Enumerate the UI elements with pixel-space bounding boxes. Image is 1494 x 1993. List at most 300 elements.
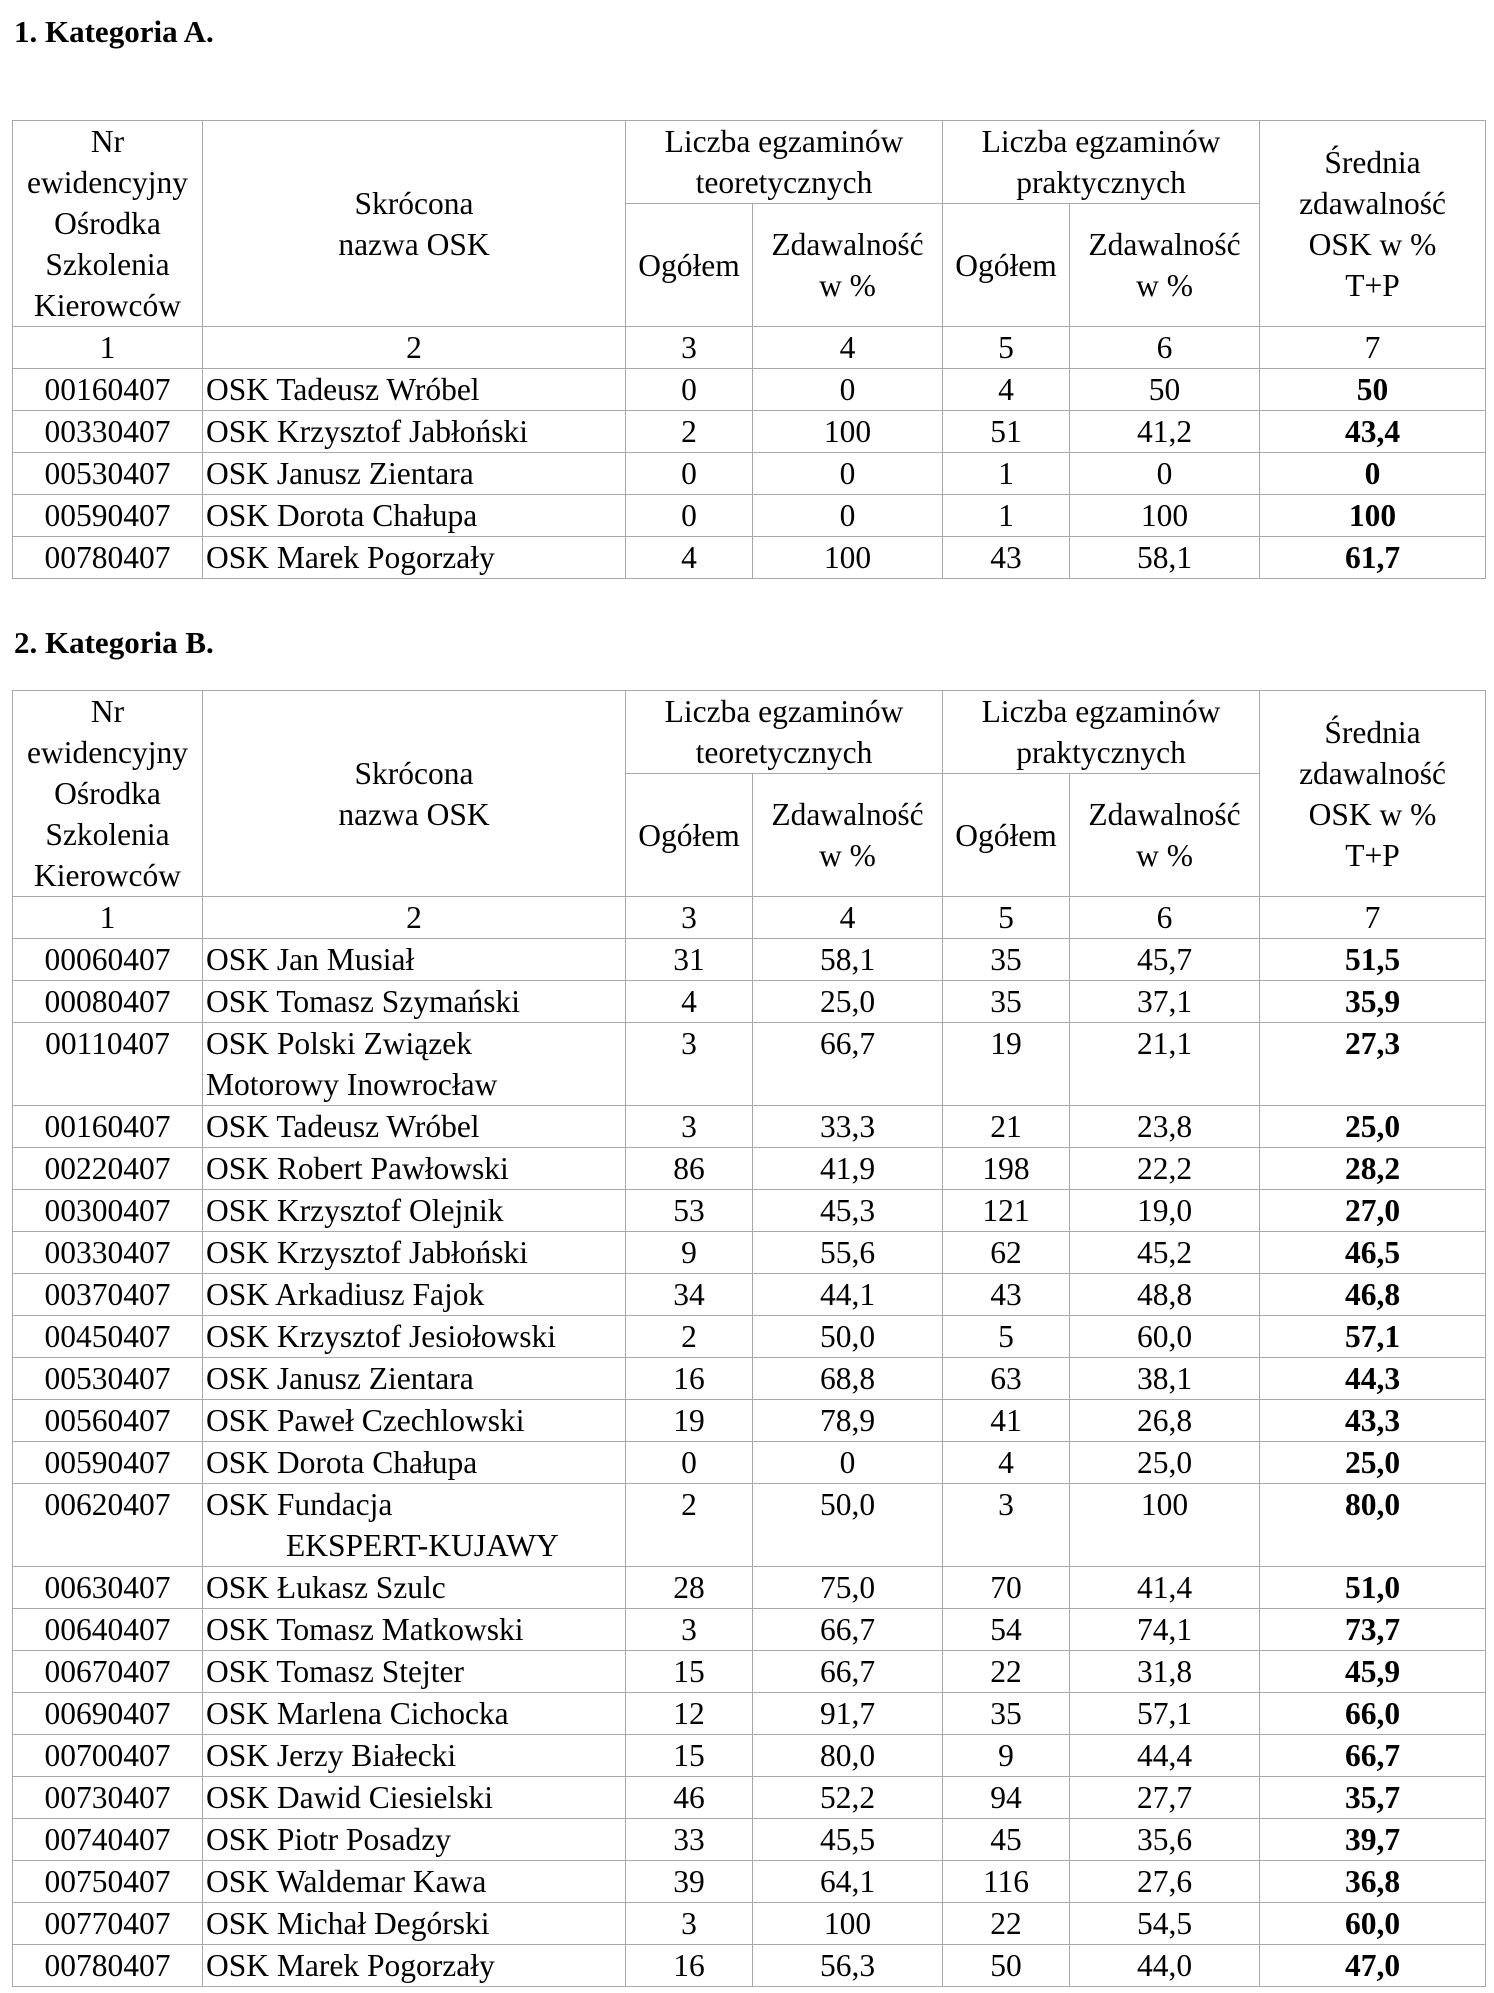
cell-t-total: 15 — [626, 1651, 753, 1693]
cell-p-total: 35 — [943, 1693, 1070, 1735]
cell-t-total: 15 — [626, 1735, 753, 1777]
cell-t-pass: 50,0 — [753, 1316, 943, 1358]
cell-p-pass: 57,1 — [1070, 1693, 1260, 1735]
cell-t-pass: 56,3 — [753, 1945, 943, 1987]
header-line: w % — [819, 268, 876, 303]
header-total: Ogółem — [626, 774, 753, 897]
cell-nr: 00750407 — [13, 1861, 203, 1903]
header-line: Liczba egzaminów — [664, 124, 904, 159]
cell-p-total: 1 — [943, 495, 1070, 537]
table-row — [13, 1819, 1486, 1861]
cell-name-line: OSK Jerzy Białecki — [206, 1738, 457, 1773]
cell-p-pass: 37,1 — [1070, 981, 1260, 1023]
cell-nr: 00780407 — [13, 537, 203, 579]
table-row — [13, 1945, 1486, 1987]
cell-t-total: 3 — [626, 1106, 753, 1148]
header-line: Nr — [90, 124, 125, 159]
cell-t-total: 4 — [626, 981, 753, 1023]
header-line: teoretycznych — [695, 735, 873, 770]
cell-name — [203, 1945, 626, 1987]
header-theory — [626, 691, 943, 774]
column-number-row — [13, 897, 1486, 939]
cell-nr: 00620407 — [13, 1484, 203, 1567]
cell-t-total: 0 — [626, 453, 753, 495]
cell-p-total: 35 — [943, 939, 1070, 981]
header-line: Zdawalność — [771, 227, 924, 262]
cell-p-total: 41 — [943, 1400, 1070, 1442]
header-name — [203, 121, 626, 327]
cell-p-total: 9 — [943, 1735, 1070, 1777]
cell-p-total: 51 — [943, 411, 1070, 453]
table-row — [13, 1316, 1486, 1358]
cell-name-line: OSK Dorota Chałupa — [206, 498, 478, 533]
cell-avg: 25,0 — [1260, 1442, 1486, 1484]
cell-avg: 51,5 — [1260, 939, 1486, 981]
cell-t-total: 2 — [626, 411, 753, 453]
header-line: Kierowców — [34, 858, 181, 893]
cell-avg: 60,0 — [1260, 1903, 1486, 1945]
column-number: 3 — [626, 327, 753, 369]
cell-name — [203, 1903, 626, 1945]
cell-nr: 00690407 — [13, 1693, 203, 1735]
cell-nr: 00060407 — [13, 939, 203, 981]
cell-nr: 00300407 — [13, 1190, 203, 1232]
cell-nr: 00080407 — [13, 981, 203, 1023]
table-category-a — [12, 120, 1486, 579]
cell-name-line: OSK Waldemar Kawa — [206, 1864, 487, 1899]
cell-t-total: 16 — [626, 1945, 753, 1987]
header-line: Ośrodka — [54, 206, 161, 241]
cell-name-line: OSK Tadeusz Wróbel — [206, 1109, 480, 1144]
header-pass — [1070, 204, 1260, 327]
cell-p-pass: 31,8 — [1070, 1651, 1260, 1693]
cell-p-total: 43 — [943, 537, 1070, 579]
header-line: w % — [1136, 838, 1193, 873]
header-row — [13, 691, 1486, 774]
cell-t-total: 0 — [626, 1442, 753, 1484]
cell-t-pass: 50,0 — [753, 1484, 943, 1567]
table-category-b — [12, 690, 1486, 1987]
cell-t-pass: 0 — [753, 1442, 943, 1484]
cell-nr: 00700407 — [13, 1735, 203, 1777]
cell-name-line: OSK Tomasz Szymański — [206, 984, 520, 1019]
cell-name-line: OSK Piotr Posadzy — [206, 1822, 452, 1857]
header-theory — [626, 121, 943, 204]
cell-t-pass: 0 — [753, 495, 943, 537]
cell-name — [203, 939, 626, 981]
cell-t-pass: 41,9 — [753, 1148, 943, 1190]
cell-nr: 00770407 — [13, 1903, 203, 1945]
cell-p-pass: 58,1 — [1070, 537, 1260, 579]
cell-name-line: OSK Paweł Czechlowski — [206, 1403, 525, 1438]
table-row — [13, 939, 1486, 981]
header-line: Nr — [90, 694, 125, 729]
cell-t-total: 4 — [626, 537, 753, 579]
cell-name — [203, 1274, 626, 1316]
cell-avg: 100 — [1260, 495, 1486, 537]
table-row — [13, 1358, 1486, 1400]
cell-avg: 35,9 — [1260, 981, 1486, 1023]
cell-p-pass: 45,7 — [1070, 939, 1260, 981]
cell-avg: 66,7 — [1260, 1735, 1486, 1777]
cell-nr: 00670407 — [13, 1651, 203, 1693]
cell-p-total: 116 — [943, 1861, 1070, 1903]
cell-t-total: 0 — [626, 495, 753, 537]
cell-p-pass: 35,6 — [1070, 1819, 1260, 1861]
column-number: 2 — [203, 897, 626, 939]
header-line: Kierowców — [34, 288, 181, 323]
cell-t-pass: 100 — [753, 1903, 943, 1945]
cell-avg: 51,0 — [1260, 1567, 1486, 1609]
cell-name-line: OSK Robert Pawłowski — [206, 1151, 509, 1186]
header-line: T+P — [1345, 837, 1400, 873]
section-title-category-b: 2. Kategoria B. — [14, 625, 214, 660]
header-avg — [1260, 691, 1486, 897]
cell-name-line: OSK Janusz Zientara — [206, 456, 474, 491]
cell-name — [203, 411, 626, 453]
header-line: Szkolenia — [45, 247, 170, 282]
cell-p-pass: 38,1 — [1070, 1358, 1260, 1400]
cell-avg: 46,5 — [1260, 1232, 1486, 1274]
cell-p-total: 4 — [943, 369, 1070, 411]
cell-t-total: 31 — [626, 939, 753, 981]
header-pass — [753, 204, 943, 327]
cell-name-line: OSK Krzysztof Jabłoński — [206, 1235, 528, 1270]
cell-t-pass: 91,7 — [753, 1693, 943, 1735]
section-title-category-a: 1. Kategoria A. — [14, 14, 214, 49]
cell-t-total: 12 — [626, 1693, 753, 1735]
cell-t-total: 46 — [626, 1777, 753, 1819]
cell-t-pass: 64,1 — [753, 1861, 943, 1903]
header-total: Ogółem — [626, 204, 753, 327]
cell-p-total: 50 — [943, 1945, 1070, 1987]
cell-avg: 46,8 — [1260, 1274, 1486, 1316]
table-row — [13, 981, 1486, 1023]
table-row — [13, 1567, 1486, 1609]
cell-name — [203, 537, 626, 579]
header-nr — [13, 691, 203, 897]
table-row — [13, 1777, 1486, 1819]
cell-p-total: 19 — [943, 1023, 1070, 1106]
cell-t-pass: 66,7 — [753, 1651, 943, 1693]
cell-p-total: 1 — [943, 453, 1070, 495]
cell-avg: 27,0 — [1260, 1190, 1486, 1232]
cell-nr: 00530407 — [13, 1358, 203, 1400]
header-practice — [943, 121, 1260, 204]
cell-p-total: 198 — [943, 1148, 1070, 1190]
header-line: Szkolenia — [45, 817, 170, 852]
cell-p-total: 70 — [943, 1567, 1070, 1609]
header-line: OSK w % — [1308, 226, 1437, 262]
cell-t-pass: 100 — [753, 411, 943, 453]
table-row — [13, 1023, 1486, 1106]
header-line: nazwa OSK — [338, 226, 490, 262]
column-number: 7 — [1260, 327, 1486, 369]
cell-p-pass: 100 — [1070, 495, 1260, 537]
header-line: Skrócona — [354, 755, 474, 791]
cell-p-total: 62 — [943, 1232, 1070, 1274]
cell-t-pass: 100 — [753, 537, 943, 579]
cell-avg: 57,1 — [1260, 1316, 1486, 1358]
header-line: Średnia — [1324, 144, 1421, 180]
cell-t-pass: 55,6 — [753, 1232, 943, 1274]
cell-p-total: 22 — [943, 1651, 1070, 1693]
cell-name — [203, 1777, 626, 1819]
header-pass — [753, 774, 943, 897]
header-line: ewidencyjny — [27, 165, 188, 200]
cell-name-line: OSK Łukasz Szulc — [206, 1570, 446, 1605]
cell-avg: 43,4 — [1260, 411, 1486, 453]
header-row — [13, 121, 1486, 204]
header-total: Ogółem — [943, 204, 1070, 327]
column-number: 6 — [1070, 897, 1260, 939]
cell-t-pass: 0 — [753, 369, 943, 411]
cell-t-total: 19 — [626, 1400, 753, 1442]
cell-p-total: 35 — [943, 981, 1070, 1023]
cell-name-line: OSK Krzysztof Jabłoński — [206, 414, 528, 449]
cell-avg: 61,7 — [1260, 537, 1486, 579]
cell-p-total: 43 — [943, 1274, 1070, 1316]
cell-avg: 44,3 — [1260, 1358, 1486, 1400]
column-number: 6 — [1070, 327, 1260, 369]
cell-nr: 00330407 — [13, 1232, 203, 1274]
cell-t-pass: 80,0 — [753, 1735, 943, 1777]
header-avg — [1260, 121, 1486, 327]
cell-p-pass: 22,2 — [1070, 1148, 1260, 1190]
header-line: Ośrodka — [54, 776, 161, 811]
cell-name-line: OSK Marlena Cichocka — [206, 1696, 509, 1731]
cell-avg: 47,0 — [1260, 1945, 1486, 1987]
column-number: 4 — [753, 897, 943, 939]
cell-t-total: 34 — [626, 1274, 753, 1316]
cell-avg: 35,7 — [1260, 1777, 1486, 1819]
cell-t-pass: 33,3 — [753, 1106, 943, 1148]
cell-p-pass: 100 — [1070, 1484, 1260, 1567]
cell-t-total: 16 — [626, 1358, 753, 1400]
cell-name — [203, 1358, 626, 1400]
header-line: w % — [819, 838, 876, 873]
cell-name — [203, 981, 626, 1023]
header-line: nazwa OSK — [338, 796, 490, 832]
cell-name — [203, 1190, 626, 1232]
header-line: OSK w % — [1308, 796, 1437, 832]
header-total: Ogółem — [943, 774, 1070, 897]
cell-nr: 00740407 — [13, 1819, 203, 1861]
cell-name-line: OSK Krzysztof Olejnik — [206, 1193, 504, 1228]
cell-avg: 43,3 — [1260, 1400, 1486, 1442]
table-row — [13, 537, 1486, 579]
cell-p-total: 121 — [943, 1190, 1070, 1232]
cell-p-pass: 48,8 — [1070, 1274, 1260, 1316]
cell-name-line: OSK Marek Pogorzały — [206, 1948, 495, 1983]
cell-t-pass: 25,0 — [753, 981, 943, 1023]
cell-avg: 50 — [1260, 369, 1486, 411]
cell-avg: 73,7 — [1260, 1609, 1486, 1651]
cell-name-line: OSK Arkadiusz Fajok — [206, 1277, 485, 1312]
table-row — [13, 369, 1486, 411]
cell-p-pass: 74,1 — [1070, 1609, 1260, 1651]
cell-name-line: OSK Jan Musiał — [206, 942, 415, 977]
cell-p-pass: 25,0 — [1070, 1442, 1260, 1484]
cell-t-total: 3 — [626, 1609, 753, 1651]
header-line: zdawalność — [1299, 755, 1446, 791]
table-row — [13, 1693, 1486, 1735]
header-line: Zdawalność — [1088, 797, 1241, 832]
cell-nr: 00220407 — [13, 1148, 203, 1190]
cell-name-line: OSK Dorota Chałupa — [206, 1445, 478, 1480]
cell-p-total: 22 — [943, 1903, 1070, 1945]
header-line: Średnia — [1324, 714, 1421, 750]
cell-p-pass: 41,2 — [1070, 411, 1260, 453]
cell-p-pass: 26,8 — [1070, 1400, 1260, 1442]
header-line: praktycznych — [1016, 735, 1186, 770]
table-row — [13, 1442, 1486, 1484]
cell-name-line: OSK Krzysztof Jesiołowski — [206, 1319, 556, 1354]
table-row — [13, 1609, 1486, 1651]
cell-avg: 66,0 — [1260, 1693, 1486, 1735]
cell-name — [203, 1232, 626, 1274]
cell-p-pass: 54,5 — [1070, 1903, 1260, 1945]
cell-t-pass: 45,3 — [753, 1190, 943, 1232]
cell-name — [203, 1442, 626, 1484]
table-row — [13, 1484, 1486, 1567]
table-row — [13, 1106, 1486, 1148]
cell-p-total: 3 — [943, 1484, 1070, 1567]
table-row — [13, 1232, 1486, 1274]
cell-nr: 00590407 — [13, 495, 203, 537]
cell-nr: 00640407 — [13, 1609, 203, 1651]
column-number: 4 — [753, 327, 943, 369]
cell-name-line: OSK Michał Degórski — [206, 1906, 490, 1941]
cell-p-pass: 23,8 — [1070, 1106, 1260, 1148]
column-number: 7 — [1260, 897, 1486, 939]
cell-p-total: 45 — [943, 1819, 1070, 1861]
cell-nr: 00530407 — [13, 453, 203, 495]
cell-name — [203, 1400, 626, 1442]
cell-name — [203, 1861, 626, 1903]
cell-t-total: 53 — [626, 1190, 753, 1232]
cell-nr: 00560407 — [13, 1400, 203, 1442]
column-number: 1 — [13, 897, 203, 939]
header-line: Liczba egzaminów — [981, 124, 1221, 159]
table-row — [13, 453, 1486, 495]
cell-name-line: OSK Marek Pogorzały — [206, 540, 495, 575]
table-row — [13, 1274, 1486, 1316]
header-line: Skrócona — [354, 185, 474, 221]
column-number: 1 — [13, 327, 203, 369]
cell-p-pass: 60,0 — [1070, 1316, 1260, 1358]
cell-p-pass: 21,1 — [1070, 1023, 1260, 1106]
header-line: ewidencyjny — [27, 735, 188, 770]
cell-t-pass: 66,7 — [753, 1023, 943, 1106]
cell-t-pass: 0 — [753, 453, 943, 495]
cell-p-pass: 27,7 — [1070, 1777, 1260, 1819]
cell-name-line: EKSPERT-KUJAWY — [286, 1528, 559, 1563]
cell-avg: 39,7 — [1260, 1819, 1486, 1861]
cell-nr: 00590407 — [13, 1442, 203, 1484]
cell-p-total: 94 — [943, 1777, 1070, 1819]
cell-t-pass: 45,5 — [753, 1819, 943, 1861]
cell-name — [203, 1023, 626, 1106]
cell-avg: 0 — [1260, 453, 1486, 495]
column-number: 5 — [943, 327, 1070, 369]
table-row — [13, 1190, 1486, 1232]
cell-name — [203, 1609, 626, 1651]
header-line: praktycznych — [1016, 165, 1186, 200]
cell-nr: 00330407 — [13, 411, 203, 453]
table-row — [13, 411, 1486, 453]
table-row — [13, 1861, 1486, 1903]
cell-t-total: 9 — [626, 1232, 753, 1274]
cell-name — [203, 1651, 626, 1693]
cell-p-pass: 41,4 — [1070, 1567, 1260, 1609]
cell-t-total: 3 — [626, 1023, 753, 1106]
table-row — [13, 1148, 1486, 1190]
cell-t-pass: 75,0 — [753, 1567, 943, 1609]
cell-p-total: 5 — [943, 1316, 1070, 1358]
cell-t-pass: 58,1 — [753, 939, 943, 981]
cell-nr: 00450407 — [13, 1316, 203, 1358]
cell-name — [203, 1819, 626, 1861]
header-line: T+P — [1345, 267, 1400, 303]
cell-t-total: 2 — [626, 1316, 753, 1358]
cell-p-total: 54 — [943, 1609, 1070, 1651]
cell-name-line: OSK Janusz Zientara — [206, 1361, 474, 1396]
cell-p-pass: 27,6 — [1070, 1861, 1260, 1903]
cell-name — [203, 1148, 626, 1190]
cell-p-pass: 19,0 — [1070, 1190, 1260, 1232]
cell-t-total: 39 — [626, 1861, 753, 1903]
cell-name — [203, 1484, 626, 1567]
column-number: 2 — [203, 327, 626, 369]
header-practice — [943, 691, 1260, 774]
cell-p-total: 4 — [943, 1442, 1070, 1484]
cell-p-pass: 44,4 — [1070, 1735, 1260, 1777]
cell-p-pass: 44,0 — [1070, 1945, 1260, 1987]
cell-t-pass: 68,8 — [753, 1358, 943, 1400]
table-row — [13, 1400, 1486, 1442]
header-name — [203, 691, 626, 897]
header-line: Liczba egzaminów — [664, 694, 904, 729]
header-line: zdawalność — [1299, 185, 1446, 221]
cell-nr: 00160407 — [13, 369, 203, 411]
header-line: Zdawalność — [771, 797, 924, 832]
cell-name — [203, 1693, 626, 1735]
cell-nr: 00780407 — [13, 1945, 203, 1987]
header-line: w % — [1136, 268, 1193, 303]
table-row — [13, 495, 1486, 537]
cell-p-pass: 50 — [1070, 369, 1260, 411]
cell-avg: 80,0 — [1260, 1484, 1486, 1567]
cell-avg: 36,8 — [1260, 1861, 1486, 1903]
cell-t-pass: 52,2 — [753, 1777, 943, 1819]
cell-avg: 45,9 — [1260, 1651, 1486, 1693]
cell-nr: 00630407 — [13, 1567, 203, 1609]
cell-name — [203, 495, 626, 537]
column-number: 5 — [943, 897, 1070, 939]
table-row — [13, 1735, 1486, 1777]
cell-t-total: 33 — [626, 1819, 753, 1861]
cell-nr: 00730407 — [13, 1777, 203, 1819]
cell-p-total: 63 — [943, 1358, 1070, 1400]
cell-name-line: Motorowy Inowrocław — [206, 1067, 498, 1102]
header-line: teoretycznych — [695, 165, 873, 200]
cell-nr: 00370407 — [13, 1274, 203, 1316]
header-pass — [1070, 774, 1260, 897]
cell-p-pass: 0 — [1070, 453, 1260, 495]
table-row — [13, 1903, 1486, 1945]
cell-t-pass: 44,1 — [753, 1274, 943, 1316]
